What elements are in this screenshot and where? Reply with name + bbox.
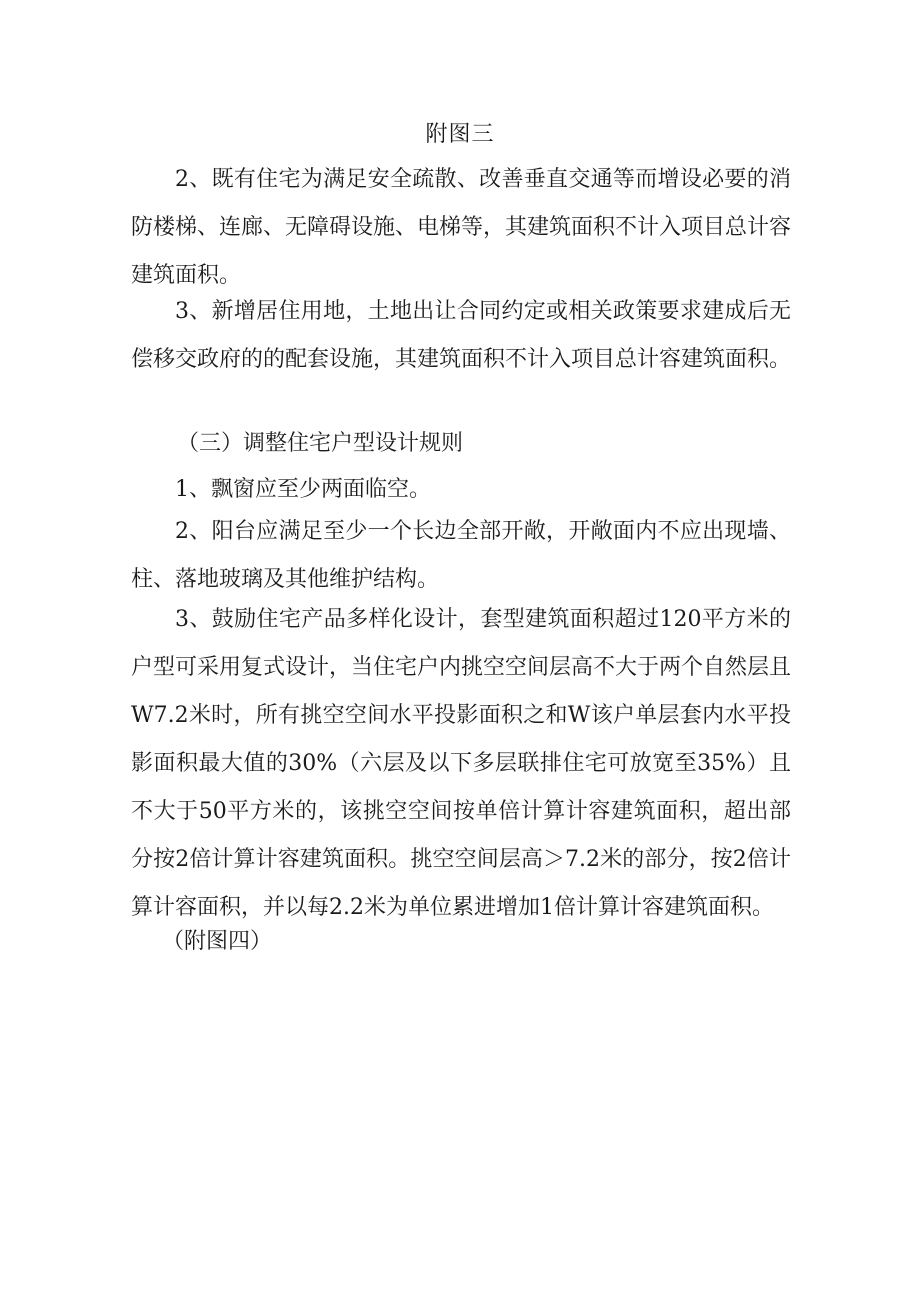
footer-figure-label: （附图四）: [162, 929, 273, 954]
rule-1-bay-window: 1、飘窗应至少两面临空。: [175, 477, 431, 502]
paragraph-2-existing-housing: 2、既有住宅为满足安全疏散、改善垂直交通等而增设必要的消防楼梯、连廊、无障碍设施、电梯等，其建筑面积不计入项目总计容建筑面积。: [131, 167, 792, 288]
rule-3-duplex-design: 3、鼓励住宅产品多样化设计，套型建筑面积超过120平方米的户型可采用复式设计，当住宅户内挑空空间层高不大于两个自然层且W7.2米时，所有挑空空间水平投影面积之和W该户单层套内水平投影面积最大值的30%（六层及以下多层联排住宅可放宽至35%）且不大于50平方米的，该挑空空间按单倍计算计容建筑面积，超出部分按2倍计算计容建筑面积。挑空空间层高＞7.2米的部分，按2倍计算计容面积，并以每2.2米为单位累进增加1倍计算计容建筑面积。: [131, 607, 792, 920]
figure-heading: 附图三: [425, 122, 495, 147]
rule-2-balcony: 2、阳台应满足至少一个长边全部开敞，开敞面内不应出现墙、柱、落地玻璃及其他维护结构。: [131, 519, 791, 592]
paragraph-3-new-residential-land: 3、新增居住用地，土地出让合同约定或相关政策要求建成后无偿移交政府的的配套设施，其建筑面积不计入项目总计容建筑面积。: [131, 299, 792, 372]
section-title: （三）调整住宅户型设计规则: [177, 431, 464, 456]
